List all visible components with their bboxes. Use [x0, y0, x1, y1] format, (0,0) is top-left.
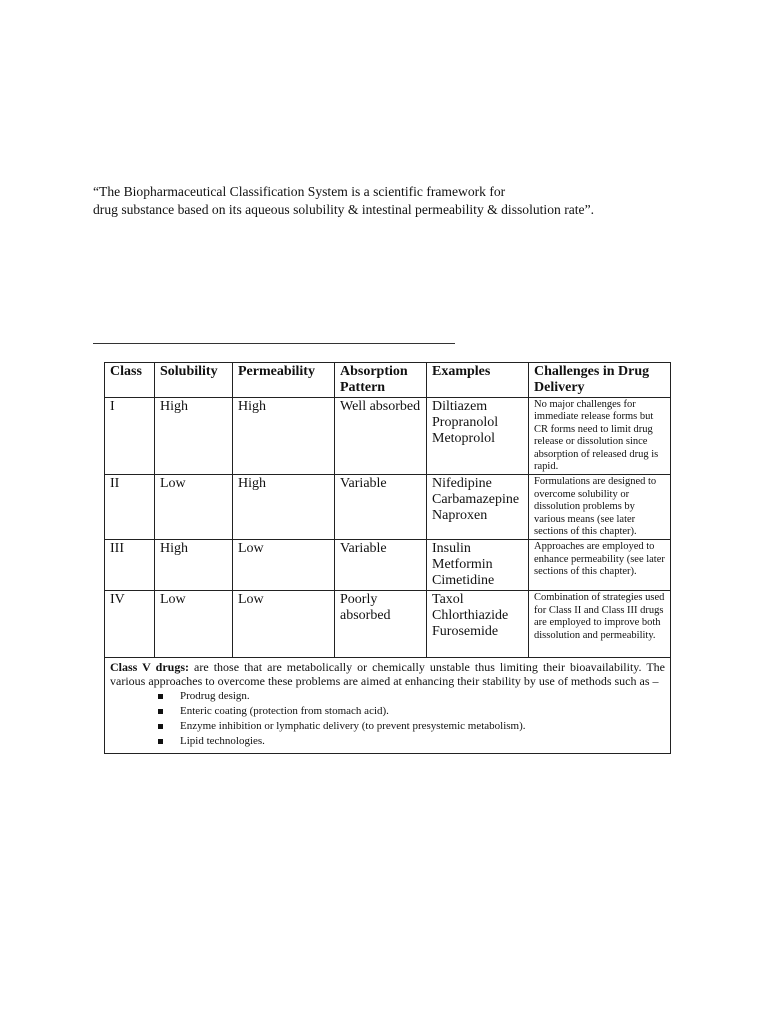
cell-challenges: Approaches are employed to enhance permeability (see later sections of this chapter). [529, 540, 671, 591]
example-drug: Chlorthiazide [432, 608, 509, 624]
header-absorption-pattern: Absorption Pattern [335, 363, 427, 398]
cell-permeability: High [233, 398, 335, 475]
square-bullet-icon [158, 724, 163, 729]
example-drug: Metoprolol [432, 431, 495, 446]
list-item-text: Enteric coating (protection from stomach acid). [180, 705, 389, 718]
cell-examples [427, 475, 529, 540]
example-drug: Cimetidine [432, 573, 495, 589]
example-drug: Diltiazem [432, 399, 488, 414]
example-drug: Metformin [432, 557, 493, 573]
example-drug: Insulin [432, 541, 471, 557]
cell-absorption: Poorly absorbed [335, 591, 427, 658]
class-v-text: are those that are metabolically or chemically unstable thus limiting their bioavailability. The various approaches to overcome these problems are aimed at enhancing their stability by use of methods such as – [110, 660, 666, 689]
horizontal-rule [93, 343, 455, 344]
cell-permeability: Low [233, 540, 335, 591]
example-drug: Propranolol [432, 415, 499, 430]
class-v-row [105, 658, 671, 754]
table-row [105, 398, 671, 475]
example-drug: Taxol [432, 592, 464, 608]
square-bullet-icon [158, 739, 163, 744]
cell-class: II [105, 475, 155, 540]
list-item [180, 719, 665, 734]
cell-permeability: Low [233, 591, 335, 658]
bcs-definition-quote [93, 183, 733, 219]
table-header-row [105, 363, 671, 398]
list-item-text: Enzyme inhibition or lymphatic delivery (to prevent presystemic metabolism). [180, 720, 526, 733]
cell-class: III [105, 540, 155, 591]
cell-examples [427, 540, 529, 591]
header-permeability: Permeability [233, 363, 335, 398]
table-row [105, 591, 671, 658]
list-item-text: Prodrug design. [180, 690, 250, 703]
header-solubility: Solubility [155, 363, 233, 398]
class-v-label: Class V drugs: [110, 660, 189, 675]
cell-class: IV [105, 591, 155, 658]
list-item [180, 734, 665, 749]
header-challenges: Challenges in Drug Delivery [529, 363, 671, 398]
example-drug: Furosemide [432, 624, 499, 640]
square-bullet-icon [158, 694, 163, 699]
example-drug: Carbamazepine [432, 492, 520, 508]
cell-permeability: High [233, 475, 335, 540]
cell-examples [427, 398, 529, 475]
cell-examples [427, 591, 529, 658]
table-row [105, 540, 671, 591]
example-drug: Naproxen [432, 508, 488, 524]
class-v-cell [105, 658, 671, 754]
cell-solubility: High [155, 398, 233, 475]
cell-challenges: No major challenges for immediate release forms but CR forms need to limit drug release or dissolution since absorption of released drug is rapid. [529, 398, 671, 475]
quote-line-2: drug substance based on its aqueous solubility & intestinal permeability & dissolution rate”. [93, 202, 594, 217]
cell-challenges: Formulations are designed to overcome solubility or dissolution problems by various means (see later sections of this chapter). [529, 475, 671, 540]
list-item-text: Lipid technologies. [180, 735, 265, 748]
example-drug: Nifedipine [432, 476, 492, 492]
bcs-table [104, 362, 671, 754]
list-item [180, 704, 665, 719]
table-row [105, 475, 671, 540]
cell-solubility: Low [155, 591, 233, 658]
cell-class: I [105, 398, 155, 475]
cell-challenges: Combination of strategies used for Class II and Class III drugs are employed to improve both dissolution and permeability. [529, 591, 671, 658]
cell-absorption: Variable [335, 540, 427, 591]
cell-absorption: Variable [335, 475, 427, 540]
cell-absorption: Well absorbed [335, 398, 427, 475]
class-v-method-list [110, 689, 665, 749]
header-examples: Examples [427, 363, 529, 398]
header-class: Class [105, 363, 155, 398]
square-bullet-icon [158, 709, 163, 714]
cell-solubility: High [155, 540, 233, 591]
list-item [180, 689, 665, 704]
cell-solubility: Low [155, 475, 233, 540]
quote-line-1: “The Biopharmaceutical Classification System is a scientific framework for [93, 184, 506, 199]
